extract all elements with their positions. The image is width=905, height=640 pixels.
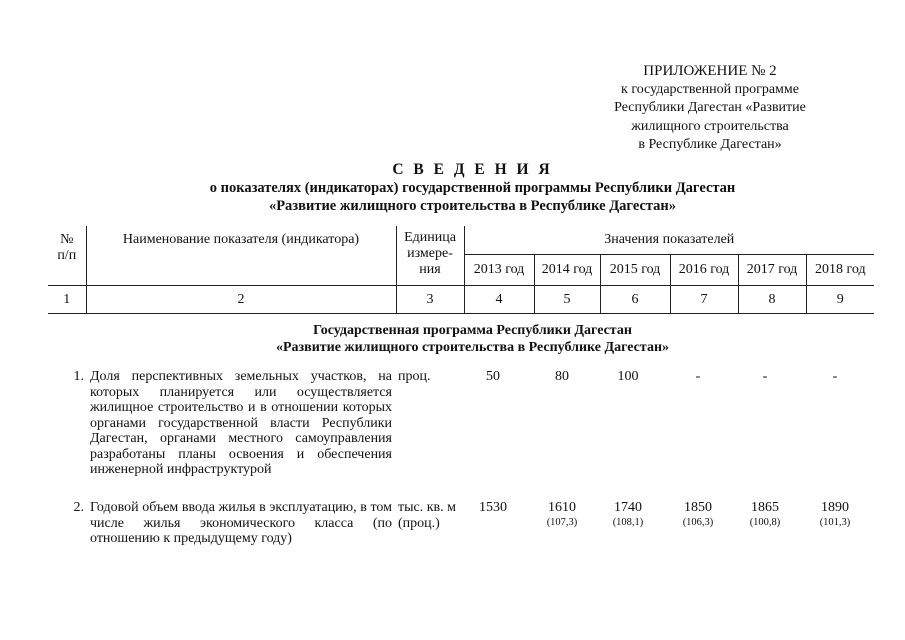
header-unit-3: ния bbox=[419, 262, 441, 277]
value-2018 bbox=[800, 500, 870, 529]
value-percent: (100,8) bbox=[749, 516, 781, 528]
column-number: 6 bbox=[600, 286, 670, 314]
value-main: 1740 bbox=[614, 500, 642, 515]
annex-title: ПРИЛОЖЕНИЕ № 2 bbox=[643, 63, 777, 79]
header-no-cell bbox=[48, 226, 86, 286]
header-year: 2015 год bbox=[600, 255, 670, 286]
section-line-1: Государственная программа Республики Дагестан bbox=[313, 323, 632, 338]
value-2013: 50 bbox=[486, 369, 500, 384]
value-2013 bbox=[458, 500, 528, 516]
value-2017 bbox=[730, 500, 800, 529]
value-percent: (101,3) bbox=[819, 516, 851, 528]
header-unit: Единица bbox=[404, 230, 456, 245]
section-heading bbox=[100, 322, 845, 356]
header-year: 2014 год bbox=[534, 255, 600, 286]
value-main: 1610 bbox=[548, 500, 576, 515]
value-percent: (107,3) bbox=[546, 516, 578, 528]
annex-line-3: Республики Дагестан «Развитие bbox=[614, 100, 806, 115]
value-main: 1890 bbox=[821, 500, 849, 515]
header-year: 2018 год bbox=[806, 255, 874, 286]
value-2015: 100 bbox=[617, 369, 639, 384]
header-year: 2016 год bbox=[670, 255, 738, 286]
header-no-2: п/п bbox=[57, 248, 77, 263]
heading-title: С В Е Д Е Н И Я bbox=[392, 161, 553, 178]
indicator-unit: проц. bbox=[398, 369, 431, 384]
heading-line-2: о показателях (индикаторах) государственной программы Республики Дагестан bbox=[209, 180, 736, 196]
value-2015 bbox=[593, 500, 663, 529]
annex-header bbox=[560, 62, 860, 155]
header-year: 2013 год bbox=[464, 255, 534, 286]
document-heading bbox=[100, 161, 845, 215]
indicators-table-header bbox=[48, 226, 874, 314]
header-name: Наименование показателя (индикатора) bbox=[86, 226, 396, 286]
column-number: 4 bbox=[464, 286, 534, 314]
column-number: 7 bbox=[670, 286, 738, 314]
column-number: 9 bbox=[806, 286, 874, 314]
section-line-2: «Развитие жилищного строительства в Республике Дагестан» bbox=[275, 340, 670, 355]
value-2014 bbox=[527, 500, 597, 529]
column-number: 8 bbox=[738, 286, 806, 314]
value-2014: 80 bbox=[555, 369, 569, 384]
header-unit-2: измере- bbox=[407, 246, 453, 261]
value-2016 bbox=[663, 500, 733, 529]
value-percent: (108,1) bbox=[612, 516, 644, 528]
indicator-name: Доля перспективных земельных участков, на которых планируется или осуществляется жилищное строительство и в отношении которых органами государственной власти Республики Дагестан, органами местного самоуправления разработаны планы освоения и обеспечения инженерной инфраструктурой bbox=[90, 369, 392, 477]
heading-line-3: «Развитие жилищного строительства в Республике Дагестан» bbox=[268, 198, 677, 214]
indicator-unit: тыс. кв. м (проц.) bbox=[398, 500, 457, 531]
header-values: Значения показателей bbox=[464, 226, 874, 255]
value-main: 1865 bbox=[751, 500, 779, 515]
annex-line-4: жилищного строительства bbox=[631, 118, 789, 134]
value-2016: - bbox=[695, 369, 701, 384]
value-2017: - bbox=[762, 369, 768, 384]
header-no: № bbox=[60, 232, 74, 247]
header-unit-cell bbox=[396, 226, 464, 286]
value-2018: - bbox=[832, 369, 838, 384]
column-number: 3 bbox=[396, 286, 464, 314]
row-number: 2. bbox=[73, 500, 84, 515]
annex-line-5: в Республике Дагестан» bbox=[638, 137, 782, 152]
header-year: 2017 год bbox=[738, 255, 806, 286]
annex-line-2: к государственной программе bbox=[621, 81, 799, 97]
indicator-name: Годовой объем ввода жилья в эксплуатацию, в том числе жилья экономического класса (по отношению к предыдущему году) bbox=[90, 500, 392, 546]
value-percent: (106,3) bbox=[682, 516, 714, 528]
column-number: 1 bbox=[48, 286, 86, 314]
value-main: 1850 bbox=[684, 500, 712, 515]
column-number: 2 bbox=[86, 286, 396, 314]
value-main: 1530 bbox=[479, 500, 507, 515]
row-number: 1. bbox=[73, 369, 84, 384]
column-number: 5 bbox=[534, 286, 600, 314]
